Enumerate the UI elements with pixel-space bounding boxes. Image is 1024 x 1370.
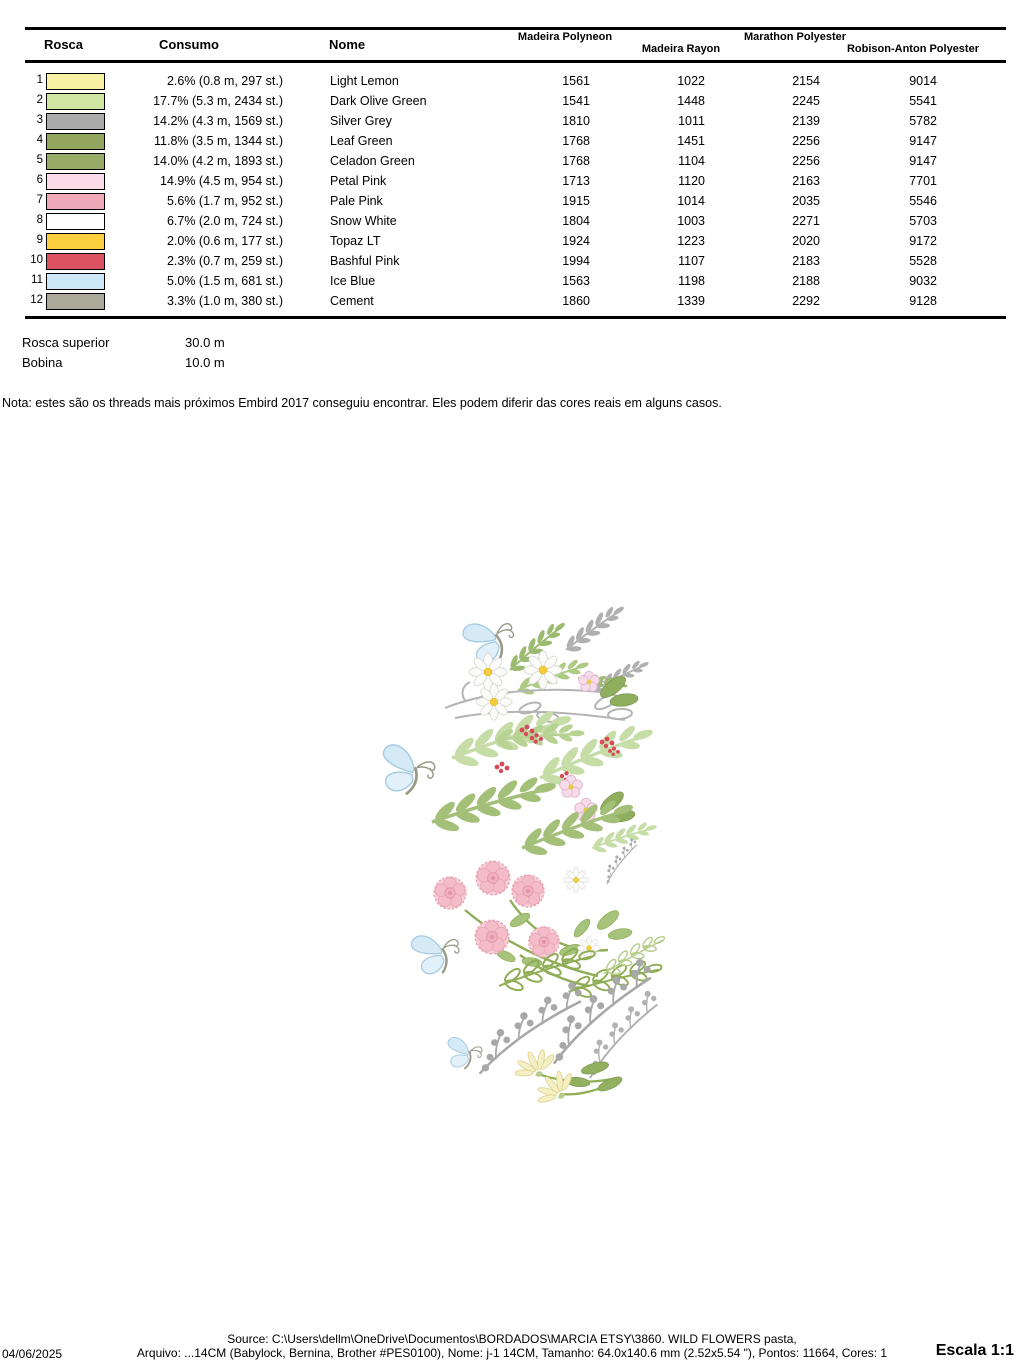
table-row [25, 112, 1006, 132]
thread-color-swatch [46, 133, 105, 150]
table-row [25, 152, 1006, 172]
code-robison: 5546 [909, 194, 937, 208]
thread-color-swatch [46, 93, 105, 110]
row-number: 9 [36, 234, 43, 246]
code-rayon: 1451 [677, 134, 705, 148]
code-marathon: 2245 [792, 94, 820, 108]
table-row [25, 192, 1006, 212]
thread-name: Bashful Pink [330, 254, 400, 268]
code-robison: 5528 [909, 254, 937, 268]
row-number: 4 [36, 134, 43, 146]
code-marathon: 2020 [792, 234, 820, 248]
footer-file-info [0, 1333, 1024, 1360]
consumo-value: 3.3% (1.0 m, 380 st.) [166, 294, 283, 308]
threads-note: Nota: estes são os threads mais próximos Embird 2017 conseguiu encontrar. Eles podem diferir das cores reais em alguns casos. [2, 396, 722, 410]
thread-color-swatch [46, 173, 105, 190]
row-number: 10 [30, 254, 43, 266]
code-robison: 9032 [909, 274, 937, 288]
footer-source-line: Source: C:\Users\dellm\OneDrive\Documentos\BORDADOS\MARCIA ETSY\3860. WILD FLOWERS pasta, [227, 1332, 797, 1346]
code-polyneon: 1994 [562, 254, 590, 268]
footer-date: 04/06/2025 [2, 1347, 63, 1361]
thread-name: Petal Pink [330, 174, 387, 188]
code-robison: 5541 [909, 94, 937, 108]
code-marathon: 2188 [792, 274, 820, 288]
header-marathon-polyester: Marathon Polyester [743, 31, 847, 43]
code-rayon: 1003 [677, 214, 705, 228]
table-header-rule [25, 60, 1006, 63]
thread-color-swatch [46, 293, 105, 310]
row-number: 3 [36, 114, 43, 126]
code-robison: 9014 [909, 74, 937, 88]
thread-color-swatch [46, 193, 105, 210]
row-number: 6 [36, 174, 43, 186]
table-row [25, 92, 1006, 112]
table-row [25, 72, 1006, 92]
code-rayon: 1107 [678, 254, 705, 268]
code-marathon: 2271 [792, 214, 820, 228]
table-row [25, 232, 1006, 252]
thread-name: Cement [330, 294, 374, 308]
code-rayon: 1223 [677, 234, 705, 248]
code-polyneon: 1768 [562, 134, 590, 148]
row-number: 7 [36, 194, 43, 206]
code-rayon: 1339 [677, 294, 705, 308]
table-row [25, 252, 1006, 272]
code-polyneon: 1915 [562, 194, 590, 208]
thread-color-swatch [46, 213, 105, 230]
table-row [25, 292, 1006, 312]
code-marathon: 2183 [792, 254, 820, 268]
rosca-superior-value: 30.0 m [185, 335, 225, 350]
code-rayon: 1198 [678, 274, 705, 288]
thread-name: Dark Olive Green [330, 94, 427, 108]
code-rayon: 1104 [678, 154, 705, 168]
consumo-value: 2.0% (0.6 m, 177 st.) [166, 234, 283, 248]
thread-name: Silver Grey [330, 114, 392, 128]
table-row [25, 272, 1006, 292]
bobina-value: 10.0 m [185, 355, 225, 370]
code-robison: 9147 [909, 134, 937, 148]
code-marathon: 2035 [792, 194, 820, 208]
bobina-label: Bobina [22, 355, 63, 370]
code-polyneon: 1563 [562, 274, 590, 288]
thread-name: Ice Blue [330, 274, 376, 288]
consumo-value: 11.8% (3.5 m, 1344 st.) [154, 134, 283, 148]
code-robison: 7701 [909, 174, 937, 188]
code-rayon: 1448 [677, 94, 705, 108]
thread-color-swatch [46, 113, 105, 130]
code-marathon: 2256 [792, 134, 820, 148]
header-madeira-polyneon: Madeira Polyneon [517, 31, 613, 43]
header-robison-anton: Robison-Anton Polyester [846, 43, 979, 55]
code-marathon: 2256 [792, 154, 820, 168]
code-robison: 9128 [909, 294, 937, 308]
header-rosca: Rosca [44, 37, 84, 52]
code-marathon: 2163 [792, 174, 820, 188]
code-polyneon: 1561 [562, 74, 590, 88]
thread-color-swatch [46, 73, 105, 90]
embroidery-design-preview [370, 590, 670, 1150]
wild-flowers-design-icon [370, 590, 670, 1150]
row-number: 5 [36, 154, 43, 166]
thread-color-swatch [46, 153, 105, 170]
row-number: 11 [31, 274, 43, 286]
thread-name: Light Lemon [330, 74, 399, 88]
consumo-value: 14.9% (4.5 m, 954 st.) [160, 174, 283, 188]
consumo-value: 2.6% (0.8 m, 297 st.) [166, 74, 283, 88]
consumo-value: 14.0% (4.2 m, 1893 st.) [153, 154, 283, 168]
thread-name: Topaz LT [330, 234, 381, 248]
code-polyneon: 1768 [562, 154, 590, 168]
code-rayon: 1011 [678, 114, 705, 128]
code-robison: 9172 [909, 234, 937, 248]
consumo-value: 14.2% (4.3 m, 1569 st.) [153, 114, 283, 128]
code-polyneon: 1713 [562, 174, 590, 188]
thread-color-swatch [46, 253, 105, 270]
row-number: 1 [36, 74, 43, 86]
thread-name: Leaf Green [330, 134, 393, 148]
row-number: 12 [30, 294, 43, 306]
code-marathon: 2154 [792, 74, 820, 88]
consumo-value: 2.3% (0.7 m, 259 st.) [166, 254, 283, 268]
thread-name: Celadon Green [330, 154, 415, 168]
table-row [25, 132, 1006, 152]
thread-name: Pale Pink [330, 194, 383, 208]
row-number: 2 [36, 94, 43, 106]
table-top-rule [25, 27, 1006, 30]
code-robison: 5703 [909, 214, 937, 228]
code-polyneon: 1924 [562, 234, 590, 248]
code-polyneon: 1804 [562, 214, 590, 228]
thread-table-rows [25, 72, 1006, 312]
header-nome: Nome [329, 37, 366, 52]
code-rayon: 1022 [677, 74, 705, 88]
code-polyneon: 1860 [562, 294, 590, 308]
consumo-value: 6.7% (2.0 m, 724 st.) [166, 214, 283, 228]
code-rayon: 1014 [677, 194, 705, 208]
row-number: 8 [36, 214, 43, 226]
header-consumo: Consumo [159, 37, 219, 52]
consumo-value: 5.0% (1.5 m, 681 st.) [166, 274, 283, 288]
code-rayon: 1120 [678, 174, 705, 188]
table-bottom-rule [25, 316, 1006, 319]
code-marathon: 2292 [792, 294, 820, 308]
table-row [25, 172, 1006, 192]
consumo-value: 5.6% (1.7 m, 952 st.) [166, 194, 283, 208]
thread-color-swatch [46, 233, 105, 250]
footer-arquivo-line: Arquivo: ...14CM (Babylock, Bernina, Brother #PES0100), Nome: j-1 14CM, Tamanho: 64.0x140.6 mm (2.52x5.54 "), Pontos: 11664, Cores: 1 [136, 1345, 888, 1360]
header-madeira-rayon: Madeira Rayon [641, 43, 721, 55]
code-marathon: 2139 [792, 114, 820, 128]
rosca-superior-label: Rosca superior [22, 335, 110, 350]
code-robison: 9147 [909, 154, 937, 168]
code-robison: 5782 [909, 114, 937, 128]
thread-name: Snow White [330, 214, 397, 228]
consumo-value: 17.7% (5.3 m, 2434 st.) [153, 94, 283, 108]
footer-scale: Escala 1:1 [935, 1342, 1014, 1359]
code-polyneon: 1541 [562, 94, 590, 108]
code-polyneon: 1810 [562, 114, 590, 128]
thread-color-swatch [46, 273, 105, 290]
table-row [25, 212, 1006, 232]
